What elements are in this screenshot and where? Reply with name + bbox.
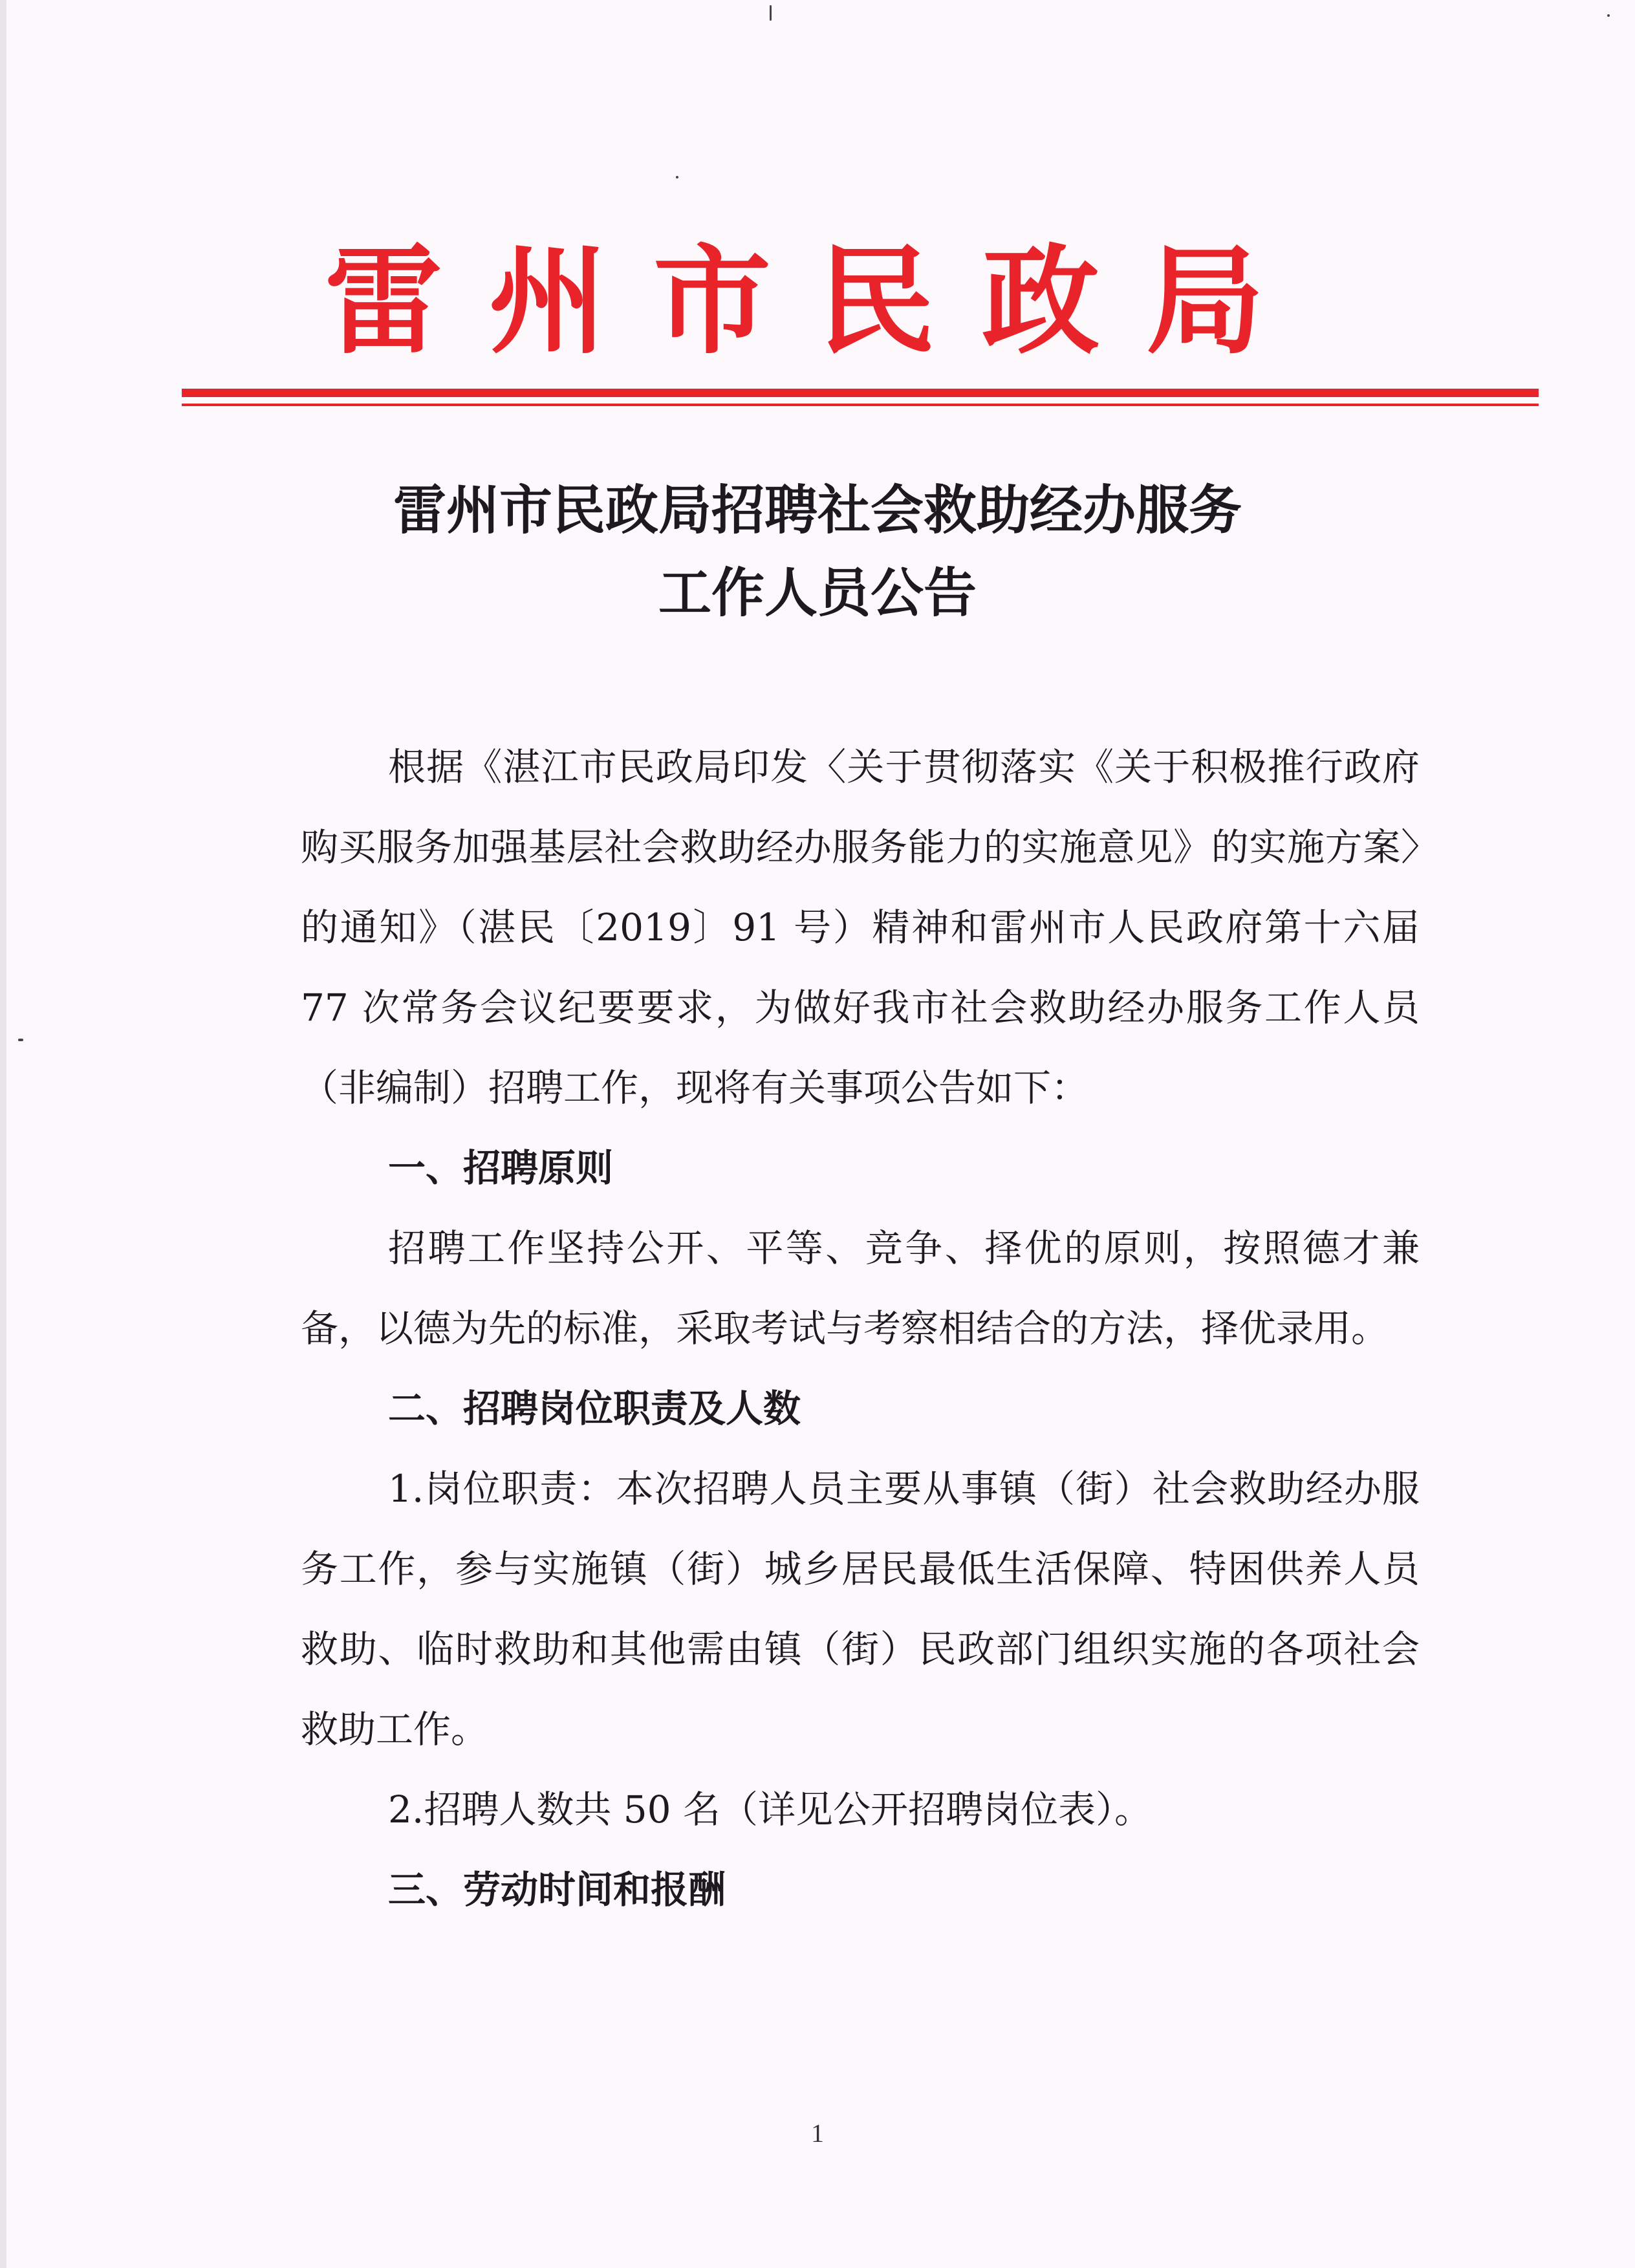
section2-heading: 二、招聘岗位职责及人数 <box>388 1387 801 1431</box>
document-body <box>301 727 1420 1930</box>
scan-speck <box>18 1039 23 1041</box>
scan-speck <box>676 176 678 178</box>
letterhead-org-name: 雷州市民政局 <box>325 232 1310 370</box>
letterhead-rule-thin <box>182 404 1539 406</box>
document-title-line1: 雷州市民政局招聘社会救助经办服务 <box>393 480 1242 541</box>
scan-speck <box>770 5 772 21</box>
document-title-line2: 工作人员公告 <box>658 563 977 624</box>
section3-heading: 三、劳动时间和报酬 <box>388 1868 726 1912</box>
scan-speck <box>1607 14 1610 17</box>
section1-heading: 一、招聘原则 <box>388 1146 614 1190</box>
letterhead-rule-thick <box>182 389 1539 397</box>
section2-item2: 2.招聘人数共 50 名（详见公开招聘岗位表）。 <box>388 1787 1153 1831</box>
intro-paragraph: 根据《湛江市民政局印发〈关于贯彻落实《关于积极推行政府购买服务加强基层社会救助经办服务能力的实施意见》的实施方案〉的通知》（湛民〔2019〕91 号）精神和雷州市人民政府第十六届 77 次常务会议纪要要求，为做好我市社会救助经办服务工作人员（非编制）招聘工作，现将有关事项公告如下： <box>301 745 1420 1110</box>
page-number: 1 <box>811 2119 824 2148</box>
section1-text: 招聘工作坚持公开、平等、竞争、择优的原则，按照德才兼备，以德为先的标准，采取考试与考察相结合的方法，择优录用。 <box>301 1226 1420 1350</box>
section2-item1: 1.岗位职责：本次招聘人员主要从事镇（街）社会救助经办服务工作，参与实施镇（街）城乡居民最低生活保障、特困供养人员救助、临时救助和其他需由镇（街）民政部门组织实施的各项社会救助工作。 <box>301 1467 1420 1751</box>
